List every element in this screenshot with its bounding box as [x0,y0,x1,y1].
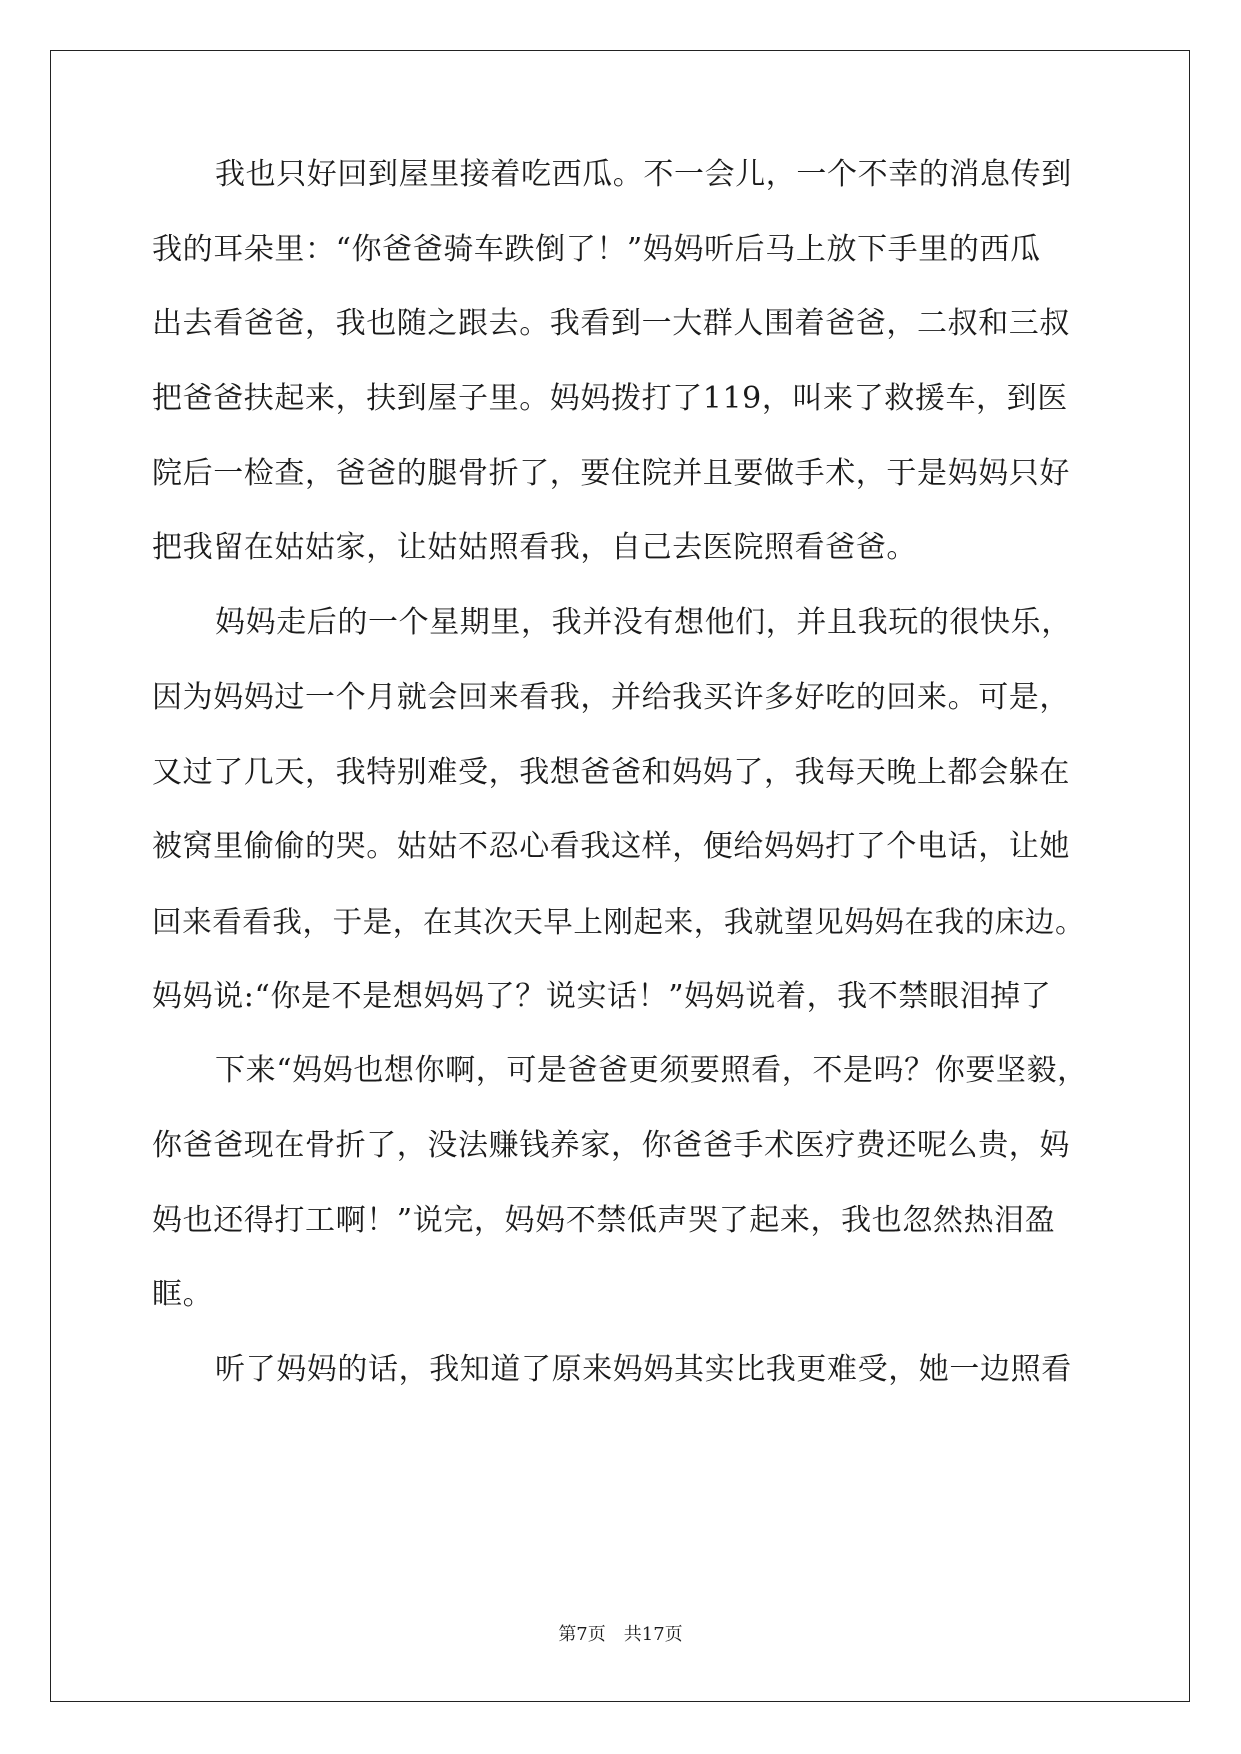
text-line: 院后一检查，爸爸的腿骨折了，要住院并且要做手术，于是妈妈只好 [152,455,1070,491]
text-line: 回来看看我，于是，在其次天早上刚起来，我就望见妈妈在我的床边。 [152,904,1086,939]
text-line: 又过了几天，我特别难受，我想爸爸和妈妈了，我每天晚上都会躲在 [152,754,1070,790]
text-line: 妈妈说:“你是不是想妈妈了？说实话！”妈妈说着，我不禁眼泪掉了 [152,978,1052,1014]
text-line: 出去看爸爸，我也随之跟去。我看到一大群人围着爸爸，二叔和三叔 [152,306,1070,342]
page-footer [0,1625,1241,1645]
page-total: 共17页 [623,1624,683,1645]
text-line: 把爸爸扶起来，扶到屋子里。妈妈拨打了119，叫来了救援车，到医 [152,381,1068,417]
text-line: 被窝里偷偷的哭。姑姑不忍心看我这样，便给妈妈打了个电话，让她 [152,829,1070,865]
text-line: 我的耳朵里：“你爸爸骑车跌倒了！”妈妈听后马上放下手里的西瓜 [152,231,1041,267]
text-line: 因为妈妈过一个月就会回来看我，并给我买许多好吃的回来。可是， [152,679,1070,715]
text-line: 眶。 [152,1277,214,1313]
text-line: 妈也还得打工啊！”说完，妈妈不禁低声哭了起来，我也忽然热泪盈 [152,1202,1056,1238]
text-line: 把我留在姑姑家，让姑姑照看我，自己去医院照看爸爸。 [152,530,917,566]
text-line: 我也只好回到屋里接着吃西瓜。不一会儿，一个不幸的消息传到 [215,157,1072,192]
page-number: 第7页 [558,1624,606,1645]
text-line: 妈妈走后的一个星期里，我并没有想他们，并且我玩的很快乐， [215,605,1072,641]
text-line: 听了妈妈的话，我知道了原来妈妈其实比我更难受，她一边照看 [215,1352,1072,1387]
text-line: 你爸爸现在骨折了，没法赚钱养家，你爸爸手术医疗费还呢么贵，妈 [152,1127,1070,1163]
text-line: 下来“妈妈也想你啊，可是爸爸更须要照看，不是吗？你要坚毅， [215,1053,1088,1089]
document-body [152,157,1092,1430]
